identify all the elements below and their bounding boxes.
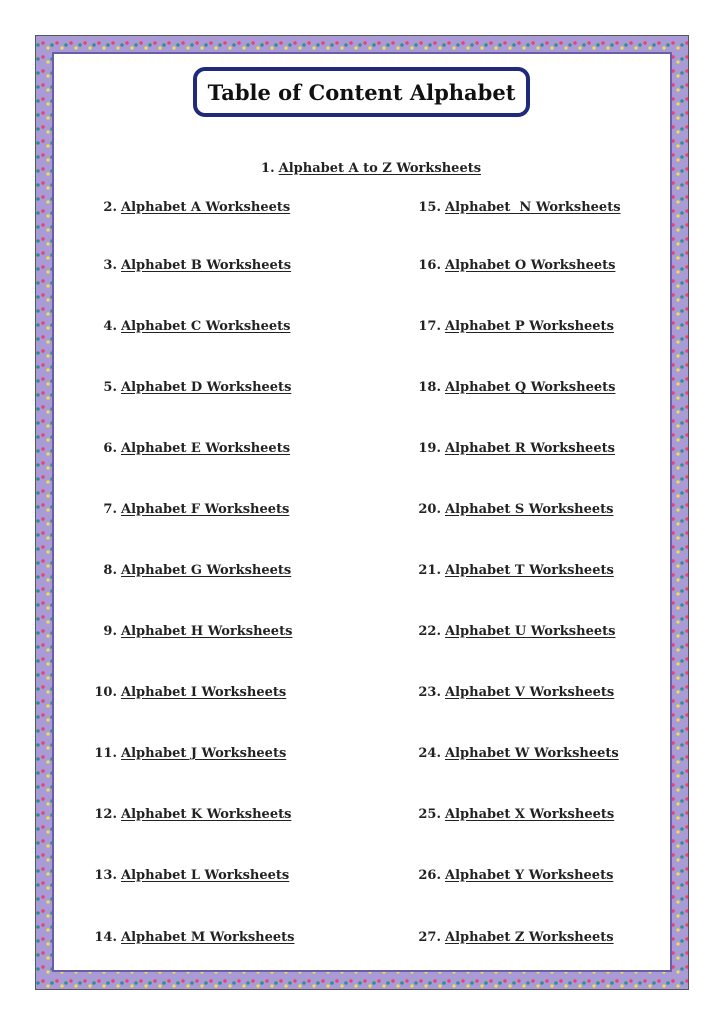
toc-entry[interactable] — [94, 685, 286, 701]
toc-entry[interactable] — [418, 502, 613, 518]
toc-entry-number: 27. — [418, 930, 441, 945]
toc-entry-number: 7. — [103, 502, 117, 517]
toc-entry-number: 2. — [103, 200, 117, 215]
toc-entry-number: 12. — [94, 807, 117, 822]
toc-entry[interactable] — [103, 380, 291, 396]
toc-entry[interactable] — [103, 200, 290, 216]
toc-entry-link[interactable]: Alphabet E Worksheets — [121, 441, 291, 456]
toc-entry-link[interactable]: Alphabet A Worksheets — [121, 200, 291, 215]
toc-entry-link[interactable]: Alphabet W Worksheets — [445, 746, 619, 761]
toc-entry-link[interactable]: Alphabet N Worksheets — [445, 200, 621, 215]
toc-entry-number: 11. — [94, 746, 117, 761]
toc-entry-link[interactable]: Alphabet X Worksheets — [445, 807, 615, 822]
toc-entry-link[interactable]: Alphabet Y Worksheets — [445, 868, 614, 883]
toc-entry[interactable] — [418, 441, 615, 457]
toc-entry-link[interactable]: Alphabet A to Z Worksheets — [278, 161, 482, 176]
toc-entry-number: 5. — [103, 380, 117, 395]
toc-entry-number: 10. — [94, 685, 117, 700]
toc-entry-link[interactable]: Alphabet F Worksheets — [121, 502, 290, 517]
toc-entry-number: 6. — [103, 441, 117, 456]
toc-entry-number: 25. — [418, 807, 441, 822]
toc-entry-link[interactable]: Alphabet I Worksheets — [121, 685, 287, 700]
toc-entry[interactable] — [418, 807, 614, 823]
toc-entry-number: 13. — [94, 868, 117, 883]
toc-entry-link[interactable]: Alphabet P Worksheets — [445, 319, 614, 334]
toc-entry[interactable] — [418, 930, 613, 946]
toc-entry[interactable] — [103, 502, 289, 518]
toc-entry-link[interactable]: Alphabet J Worksheets — [121, 746, 287, 761]
toc-entry[interactable] — [418, 868, 613, 884]
toc-entry-number: 4. — [103, 319, 117, 334]
toc-entry-link[interactable]: Alphabet S Worksheets — [445, 502, 614, 517]
toc-entry-link[interactable]: Alphabet Q Worksheets — [445, 380, 616, 395]
toc-entry[interactable] — [103, 563, 291, 579]
toc-entry[interactable] — [94, 930, 294, 946]
toc-entry-number: 22. — [418, 624, 441, 639]
toc-entry-number: 15. — [418, 200, 441, 215]
toc-entry-number: 18. — [418, 380, 441, 395]
toc-entry-number: 20. — [418, 502, 441, 517]
toc-entry[interactable] — [94, 807, 291, 823]
toc-entry-number: 24. — [418, 746, 441, 761]
toc-entry-1[interactable] — [0, 145, 724, 193]
toc-entry-link[interactable]: Alphabet B Worksheets — [121, 258, 292, 273]
page-title: Table of Content Alphabet — [207, 79, 516, 105]
toc-entry-link[interactable]: Alphabet L Worksheets — [121, 868, 290, 883]
toc-entry[interactable] — [418, 685, 614, 701]
toc-entry[interactable] — [418, 380, 615, 396]
toc-entry-link[interactable]: Alphabet T Worksheets — [445, 563, 614, 578]
toc-entry[interactable] — [94, 746, 286, 762]
toc-entry[interactable] — [103, 258, 291, 274]
toc-entry[interactable] — [103, 319, 290, 335]
toc-entry-number: 14. — [94, 930, 117, 945]
toc-entry-link[interactable]: Alphabet U Worksheets — [445, 624, 616, 639]
toc-entry-number: 16. — [418, 258, 441, 273]
toc-entry[interactable] — [103, 624, 292, 640]
toc-entry-number: 3. — [103, 258, 117, 273]
toc-entry-link[interactable]: Alphabet H Worksheets — [121, 624, 293, 639]
title-box — [193, 67, 530, 117]
toc-entry-number: 17. — [418, 319, 441, 334]
toc-entry-link[interactable]: Alphabet R Worksheets — [445, 441, 615, 456]
toc-entry-number: 19. — [418, 441, 441, 456]
toc-entry[interactable] — [418, 563, 613, 579]
toc-entry-link[interactable]: Alphabet Z Worksheets — [445, 930, 614, 945]
toc-entry-number: 23. — [418, 685, 441, 700]
toc-entry[interactable] — [418, 624, 615, 640]
toc-entry-number: 9. — [103, 624, 117, 639]
toc-entry[interactable] — [418, 258, 615, 274]
toc-entry[interactable] — [418, 200, 620, 216]
toc-entry-link[interactable]: Alphabet M Worksheets — [121, 930, 295, 945]
toc-entry-link[interactable]: Alphabet K Worksheets — [121, 807, 292, 822]
toc-entry-link[interactable]: Alphabet V Worksheets — [445, 685, 615, 700]
toc-entry[interactable] — [94, 868, 289, 884]
toc-entry-link[interactable]: Alphabet D Worksheets — [121, 380, 292, 395]
toc-entry-number: 26. — [418, 868, 441, 883]
toc-entry[interactable] — [418, 746, 618, 762]
toc-entry[interactable] — [103, 441, 290, 457]
toc-entry[interactable] — [418, 319, 614, 335]
toc-entry-link[interactable]: Alphabet O Worksheets — [445, 258, 616, 273]
toc-entry-link[interactable]: Alphabet C Worksheets — [121, 319, 291, 334]
toc-entry-number: 21. — [418, 563, 441, 578]
toc-entry-number: 8. — [103, 563, 117, 578]
toc-entry-link[interactable]: Alphabet G Worksheets — [121, 563, 292, 578]
toc-entry-number: 1. — [261, 161, 275, 176]
